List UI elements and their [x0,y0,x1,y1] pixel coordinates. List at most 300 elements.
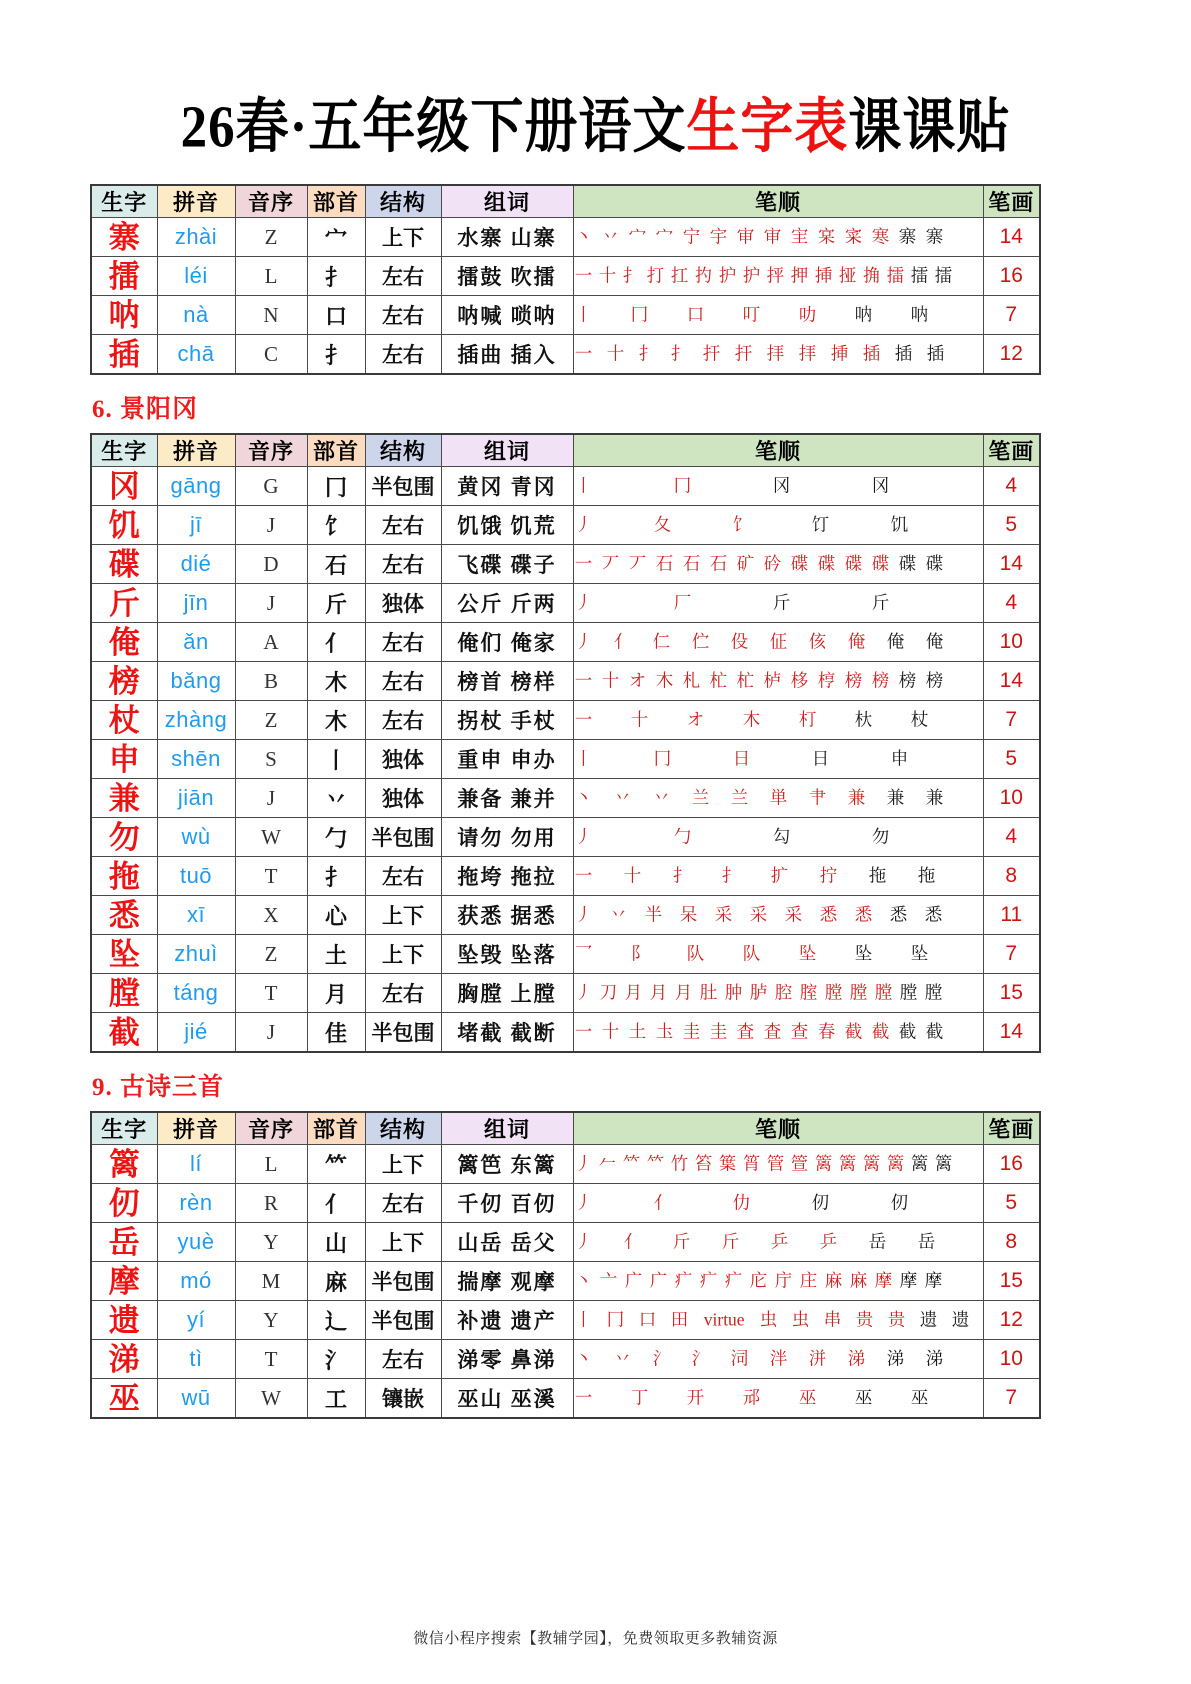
cell-words: 俺们 俺家 [441,623,573,662]
cell-structure: 镶嵌 [365,1379,441,1419]
cell-words: 拖垮 拖拉 [441,857,573,896]
cell-character: 申 [91,740,157,779]
stroke-step: 丶 [574,1271,592,1291]
stroke-step: 扌 [721,866,739,886]
cell-stroke-count: 12 [983,335,1040,375]
cell-pinyin: léi [157,257,235,296]
stroke-step: 摩 [924,1271,942,1291]
stroke-step: 単 [769,788,787,808]
stroke-step: 碟 [817,554,835,574]
stroke-step: 丨 [574,476,592,496]
stroke-step: 碟 [925,554,943,574]
stroke-step: 截 [844,1022,862,1042]
cell-radical: 𥫗 [307,1145,365,1184]
stroke-step: 捔 [862,266,880,286]
stroke-step: 兼 [886,788,904,808]
stroke-step: 扌 [638,344,656,364]
stroke-step: 斤 [871,593,889,613]
stroke-step: 石 [682,554,700,574]
stroke-step: 丷 [652,788,670,808]
stroke-order-sequence [574,818,983,856]
stroke-step: 十 [601,671,619,691]
cell-pinyin: nà [157,296,235,335]
stroke-step: 插 [926,344,944,364]
column-header: 笔画 [983,185,1040,218]
stroke-step: 擂 [910,266,928,286]
stroke-step: 丨 [574,305,592,325]
character-table-wrapper [0,184,1191,375]
cell-radical: 扌 [307,257,365,296]
tables-root [0,184,1191,1419]
stroke-step: 宲 [817,227,835,247]
cell-stroke-order [573,779,983,818]
stroke-step: 审 [736,227,754,247]
stroke-step: 篱 [910,1154,928,1174]
stroke-step: 𥫗 [622,1154,640,1174]
cell-words: 重申 申办 [441,740,573,779]
stroke-step: 一 [574,671,592,691]
stroke-step: 宁 [682,227,700,247]
stroke-order-sequence [574,662,983,700]
cell-pinyin: ǎn [157,623,235,662]
cell-structure: 左右 [365,857,441,896]
stroke-step: 扌 [622,266,640,286]
cell-structure: 左右 [365,257,441,296]
cell-words: 擂鼓 吹擂 [441,257,573,296]
stroke-step: 札 [682,671,700,691]
stroke-step: 扌 [670,344,688,364]
table-header-row [91,185,1040,218]
stroke-step: 贵 [887,1310,906,1330]
stroke-step: 石 [709,554,727,574]
cell-words: 堵截 截断 [441,1013,573,1053]
cell-stroke-order [573,1340,983,1379]
stroke-order-sequence [574,623,983,661]
cell-structure: 上下 [365,218,441,257]
table-row [91,257,1040,296]
stroke-order-sequence [574,974,983,1012]
cell-structure: 上下 [365,896,441,935]
stroke-step: 月 [624,983,642,1003]
stroke-step: オ [686,710,704,730]
stroke-step: 査 [763,1022,781,1042]
character-table [90,1111,1041,1419]
stroke-step: 管 [766,1154,784,1174]
cell-radical: 饣 [307,506,365,545]
column-header: 笔画 [983,434,1040,467]
table-row [91,1262,1040,1301]
cell-initial: L [235,257,307,296]
stroke-step: 扛 [670,266,688,286]
stroke-step: 遗 [951,1310,970,1330]
cell-stroke-order [573,218,983,257]
table-header-row [91,1112,1040,1145]
stroke-step: 拖 [868,866,886,886]
character-table-wrapper [0,433,1191,1053]
stroke-step: 𥫗 [646,1154,664,1174]
stroke-step: 开 [686,1388,704,1408]
cell-words: 胸膛 上膛 [441,974,573,1013]
cell-stroke-order [573,584,983,623]
stroke-step: 木 [655,671,673,691]
cell-initial: L [235,1145,307,1184]
cell-radical: 月 [307,974,365,1013]
cell-structure: 半包围 [365,818,441,857]
stroke-step: 疒 [724,1271,742,1291]
stroke-step: 冂 [673,476,691,496]
stroke-order-sequence [574,740,983,778]
cell-initial: T [235,857,307,896]
stroke-step: 肀 [808,788,826,808]
stroke-step: 饤 [811,515,829,535]
stroke-order-sequence [574,257,983,295]
stroke-step: 田 [670,1310,688,1330]
cell-radical: 扌 [307,335,365,375]
cell-radical: 亻 [307,623,365,662]
cell-pinyin: gāng [157,467,235,506]
column-header: 笔顺 [573,434,983,467]
stroke-step: 膛 [924,983,942,1003]
stroke-step: 洴 [808,1349,826,1369]
cell-words: 呐喊 唢呐 [441,296,573,335]
stroke-order-sequence [574,1013,983,1051]
cell-stroke-count: 7 [983,701,1040,740]
stroke-step: 榜 [844,671,862,691]
cell-words: 黄冈 青冈 [441,467,573,506]
column-header: 拼音 [157,434,235,467]
table-row [91,1301,1040,1340]
cell-structure: 独体 [365,584,441,623]
cell-initial: W [235,818,307,857]
table-row [91,857,1040,896]
stroke-step: 泮 [769,1349,787,1369]
stroke-step: 泀 [730,1349,748,1369]
cell-initial: B [235,662,307,701]
cell-character: 遗 [91,1301,157,1340]
stroke-order-sequence [574,935,983,973]
stroke-step: 䈎 [718,1154,736,1174]
column-header: 生字 [91,185,157,218]
stroke-step: 十 [623,866,641,886]
cell-character: 俺 [91,623,157,662]
stroke-step: 一 [574,554,592,574]
cell-words: 揣摩 观摩 [441,1262,573,1301]
stroke-step: 𠂉 [598,1154,616,1174]
cell-pinyin: dié [157,545,235,584]
stroke-step: 寒 [871,227,889,247]
stroke-step: 篱 [862,1154,880,1174]
stroke-step: 圭 [709,1022,727,1042]
cell-initial: J [235,584,307,623]
cell-initial: N [235,296,307,335]
stroke-order-sequence [574,506,983,544]
cell-radical: 土 [307,935,365,974]
stroke-step: 丆 [628,554,646,574]
stroke-step: 榜 [925,671,943,691]
cell-character: 碟 [91,545,157,584]
stroke-step: 勿 [871,827,889,847]
column-header: 组词 [441,434,573,467]
cell-pinyin: wù [157,818,235,857]
stroke-order-sequence [574,1262,983,1300]
cell-stroke-order [573,1301,983,1340]
stroke-step: 俺 [847,632,865,652]
stroke-step: 截 [898,1022,916,1042]
stroke-step: 悉 [819,905,837,925]
cell-pinyin: táng [157,974,235,1013]
cell-words: 飞碟 碟子 [441,545,573,584]
stroke-order-sequence [574,1379,983,1417]
stroke-step: 月 [674,983,692,1003]
cell-radical: 亻 [307,1184,365,1223]
cell-structure: 左右 [365,506,441,545]
table-row [91,296,1040,335]
cell-stroke-order [573,935,983,974]
cell-structure: 半包围 [365,1301,441,1340]
cell-stroke-order [573,623,983,662]
stroke-step: 篱 [886,1154,904,1174]
stroke-step: 疒 [674,1271,692,1291]
cell-initial: T [235,1340,307,1379]
cell-structure: 上下 [365,1223,441,1262]
stroke-step: 斤 [672,1232,690,1252]
stroke-step: 丿 [574,1232,592,1252]
stroke-order-sequence [574,1301,983,1339]
stroke-order-sequence [574,779,983,817]
column-header: 笔画 [983,1112,1040,1145]
column-header: 部首 [307,185,365,218]
cell-stroke-order [573,1223,983,1262]
column-header: 音序 [235,434,307,467]
stroke-step: 队 [742,944,760,964]
character-table [90,184,1041,375]
cell-stroke-count: 7 [983,296,1040,335]
stroke-step: 丿 [574,1154,592,1174]
column-header: 笔顺 [573,185,983,218]
cell-words: 获悉 据悉 [441,896,573,935]
cell-stroke-count: 10 [983,623,1040,662]
cell-radical: 丷 [307,779,365,818]
stroke-step: 刀 [599,983,617,1003]
cell-structure: 独体 [365,740,441,779]
cell-stroke-count: 8 [983,857,1040,896]
title-highlight: 生字表 [686,95,849,161]
stroke-step: 疒 [699,1271,717,1291]
cell-stroke-order [573,1379,983,1419]
table-row [91,1223,1040,1262]
stroke-step: 涕 [847,1349,865,1369]
stroke-step: 护 [718,266,736,286]
stroke-step: 采 [749,905,767,925]
cell-pinyin: wū [157,1379,235,1419]
cell-initial: J [235,779,307,818]
cell-words: 插曲 插入 [441,335,573,375]
stroke-step: 一 [574,1388,592,1408]
cell-structure: 左右 [365,545,441,584]
cell-words: 请勿 勿用 [441,818,573,857]
stroke-step: 坠 [910,944,928,964]
cell-stroke-count: 4 [983,584,1040,623]
cell-pinyin: jié [157,1013,235,1053]
stroke-step: 宀 [655,227,673,247]
cell-character: 悉 [91,896,157,935]
stroke-step: 宀 [628,227,646,247]
stroke-step: 寨 [898,227,916,247]
title-part-1: 26春·五年级下册语文 [180,95,687,161]
stroke-step: 亻 [653,1193,671,1213]
cell-words: 兼备 兼并 [441,779,573,818]
character-table [90,433,1041,1053]
cell-stroke-order [573,257,983,296]
cell-radical: 宀 [307,218,365,257]
page-title-container [0,0,1191,184]
cell-pinyin: yuè [157,1223,235,1262]
stroke-step: 斤 [721,1232,739,1252]
stroke-step: 栘 [790,671,808,691]
stroke-step: 斤 [772,593,790,613]
cell-structure: 左右 [365,296,441,335]
cell-stroke-order [573,740,983,779]
cell-initial: Z [235,935,307,974]
stroke-order-sequence [574,701,983,739]
stroke-step: 膛 [849,983,867,1003]
cell-structure: 半包围 [365,1262,441,1301]
stroke-step: 扩 [770,866,788,886]
stroke-step: 十 [601,1022,619,1042]
cell-initial: A [235,623,307,662]
stroke-step: 丶 [574,1349,592,1369]
stroke-step: 插 [862,344,880,364]
stroke-step: 擂 [934,266,952,286]
cell-pinyin: chā [157,335,235,375]
stroke-order-sequence [574,218,983,256]
stroke-step: 榜 [898,671,916,691]
stroke-step: 丶 [574,227,592,247]
stroke-step: 广 [624,1271,642,1291]
stroke-step: 冂 [606,1310,624,1330]
cell-stroke-count: 5 [983,506,1040,545]
stroke-step: 俺 [925,632,943,652]
stroke-step: 岳 [868,1232,886,1252]
stroke-step: 笞 [694,1154,712,1174]
column-header: 结构 [365,1112,441,1145]
cell-radical: 心 [307,896,365,935]
stroke-step: 冂 [653,749,671,769]
stroke-order-sequence [574,1223,983,1261]
stroke-step: 土 [628,1022,646,1042]
cell-initial: J [235,1013,307,1053]
cell-initial: Z [235,218,307,257]
stroke-step: 挜 [838,266,856,286]
cell-stroke-count: 16 [983,1145,1040,1184]
cell-stroke-order [573,467,983,506]
stroke-step: 队 [686,944,704,964]
cell-character: 截 [91,1013,157,1053]
cell-character: 冈 [91,467,157,506]
stroke-step: 巫 [910,1388,928,1408]
table-row [91,1013,1040,1053]
stroke-step: 叮 [742,305,760,325]
cell-words: 山岳 岳父 [441,1223,573,1262]
cell-stroke-order [573,296,983,335]
cell-character: 饥 [91,506,157,545]
stroke-step: 栌 [763,671,781,691]
cell-radical: 口 [307,296,365,335]
cell-character: 摩 [91,1262,157,1301]
table-row [91,662,1040,701]
stroke-step: 榜 [871,671,889,691]
cell-stroke-count: 15 [983,974,1040,1013]
stroke-step: 査 [736,1022,754,1042]
cell-radical: 佳 [307,1013,365,1053]
stroke-step: 丿 [574,905,592,925]
table-row [91,1379,1040,1419]
stroke-step: 圡 [655,1022,673,1042]
cell-radical: 辶 [307,1301,365,1340]
stroke-step: 截 [871,1022,889,1042]
cell-character: 兼 [91,779,157,818]
cell-words: 榜首 榜样 [441,662,573,701]
stroke-order-sequence [574,584,983,622]
stroke-step: 仞 [890,1193,908,1213]
cell-character: 擂 [91,257,157,296]
stroke-step: 佂 [769,632,787,652]
stroke-order-sequence [574,335,983,373]
cell-words: 水寨 山寨 [441,218,573,257]
cell-character: 斤 [91,584,157,623]
stroke-step: 杖 [910,710,928,730]
cell-pinyin: shēn [157,740,235,779]
stroke-step: 一 [574,266,592,286]
cell-character: 涕 [91,1340,157,1379]
stroke-step: 扚 [694,266,712,286]
stroke-step: 梈 [817,671,835,691]
stroke-step: 日 [732,749,750,769]
cell-character: 膛 [91,974,157,1013]
stroke-step: 抨 [766,266,784,286]
cell-stroke-count: 10 [983,779,1040,818]
stroke-step: 碟 [844,554,862,574]
cell-stroke-count: 14 [983,662,1040,701]
cell-initial: M [235,1262,307,1301]
stroke-step: 春 [817,1022,835,1042]
cell-words: 巫山 巫溪 [441,1379,573,1419]
stroke-step: 筲 [742,1154,760,1174]
stroke-step: 夂 [653,515,671,535]
cell-initial: Y [235,1223,307,1262]
cell-words: 千仞 百仞 [441,1184,573,1223]
cell-pinyin: xī [157,896,235,935]
stroke-step: 兼 [925,788,943,808]
stroke-step: 杧 [709,671,727,691]
stroke-step: 麻 [824,1271,842,1291]
stroke-step: 箮 [790,1154,808,1174]
cell-words: 补遗 遗产 [441,1301,573,1340]
stroke-order-sequence [574,545,983,583]
stroke-step: 一 [574,344,592,364]
stroke-step: 碟 [790,554,808,574]
cell-structure: 左右 [365,1184,441,1223]
stroke-step: 丿 [574,632,592,652]
cell-initial: S [235,740,307,779]
cell-stroke-count: 4 [983,818,1040,857]
stroke-step: 篱 [934,1154,952,1174]
stroke-step: 砛 [763,554,781,574]
cell-radical: 麻 [307,1262,365,1301]
cell-words: 涕零 鼻涕 [441,1340,573,1379]
stroke-step: 庄 [799,1271,817,1291]
cell-radical: 冂 [307,467,365,506]
